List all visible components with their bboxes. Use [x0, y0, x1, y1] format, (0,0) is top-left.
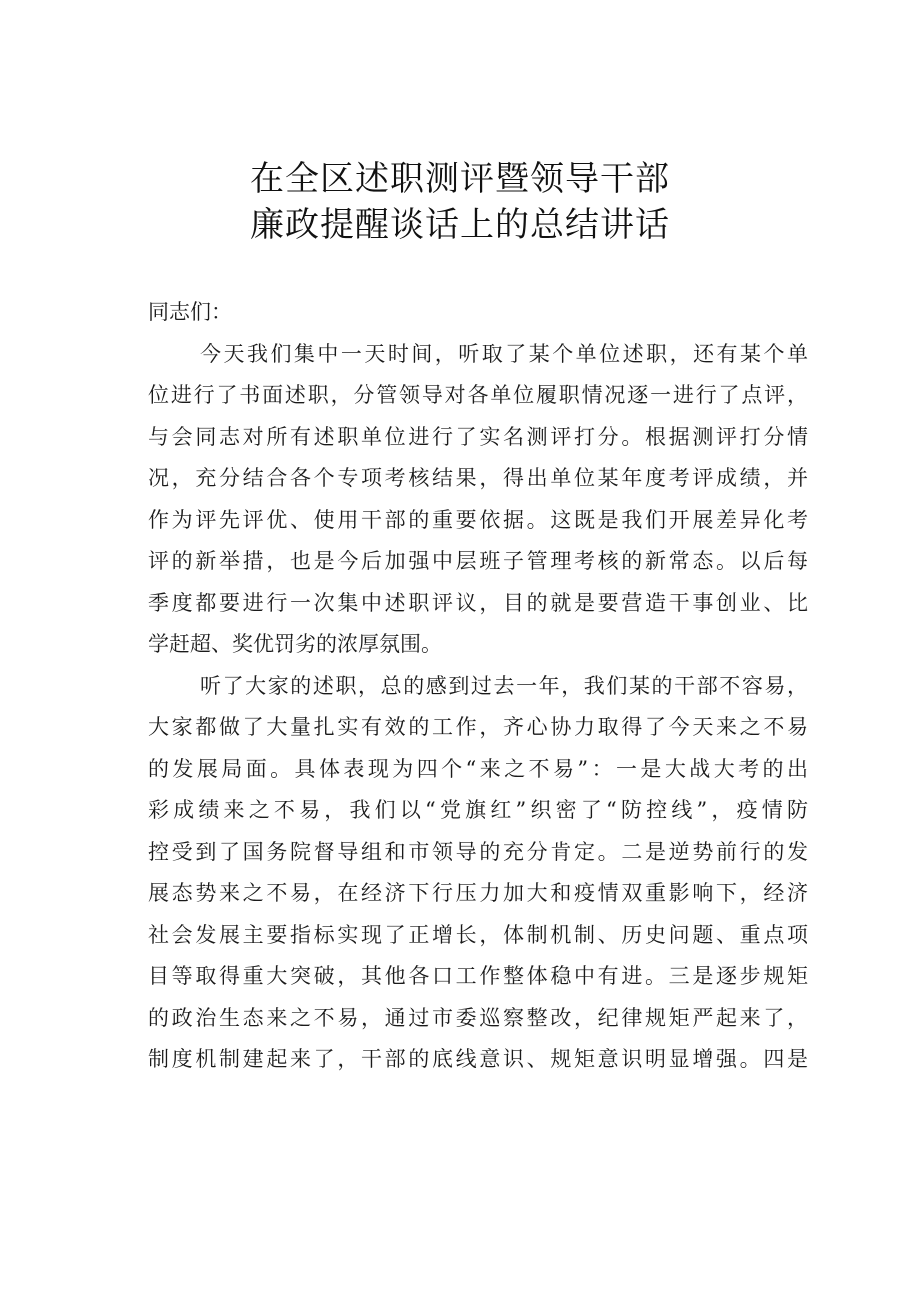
document-body	[148, 292, 808, 1081]
paragraph-line: 评的新举措，也是今后加强中层班子管理考核的新常态。以后每	[148, 549, 808, 573]
paragraph-line: 控受到了国务院督导组和市领导的充分肯定。二是逆势前行的发	[148, 839, 808, 864]
paragraph-line: 彩成绩来之不易，我们以“党旗红”织密了“防控线”，疫情防	[148, 798, 808, 822]
paragraph-1	[148, 334, 808, 666]
paragraph-line: 的发展局面。具体表现为四个“来之不易”：一是大战大考的出	[148, 756, 808, 781]
paragraph-2	[148, 666, 808, 1081]
paragraph-line: 大家都做了大量扎实有效的工作，齐心协力取得了今天来之不易	[148, 715, 808, 739]
paragraph-line: 社会发展主要指标实现了正增长，体制机制、历史问题、重点项	[148, 922, 808, 947]
paragraph-line: 的政治生态来之不易，通过市委巡察整改，纪律规矩严起来了，	[148, 1005, 808, 1030]
paragraph-line: 目等取得重大突破，其他各口工作整体稳中有进。三是逐步规矩	[148, 964, 808, 988]
paragraph-line: 季度都要进行一次集中述职评议，目的就是要营造干事创业、比	[148, 590, 808, 615]
paragraph-line: 位进行了书面述职，分管领导对各单位履职情况逐一进行了点评，	[148, 383, 808, 407]
paragraph-line: 作为评先评优、使用干部的重要依据。这既是我们开展差异化考	[148, 507, 808, 532]
salutation: 同志们：	[148, 300, 232, 324]
paragraph-line: 制度机制建起来了，干部的底线意识、规矩意识明显增强。四是	[148, 1047, 808, 1071]
paragraph-line: 展态势来之不易，在经济下行压力加大和疫情双重影响下，经济	[148, 881, 808, 905]
paragraph-line: 今天我们集中一天时间，听取了某个单位述职，还有某个单	[200, 341, 808, 366]
paragraph-line: 况，充分结合各个专项考核结果，得出单位某年度考评成绩，并	[148, 466, 808, 490]
document-title	[0, 156, 920, 248]
paragraph-line: 与会同志对所有述职单位进行了实名测评打分。根据测评打分情	[148, 424, 808, 449]
title-line-2: 廉政提醒谈话上的总结讲话	[250, 205, 670, 245]
paragraph-line: 学赶超、奖优罚劣的浓厚氛围。	[148, 632, 442, 656]
paragraph-line: 听了大家的述职，总的感到过去一年，我们某的干部不容易，	[200, 673, 808, 698]
title-line-1: 在全区述职测评暨领导干部	[250, 159, 670, 199]
